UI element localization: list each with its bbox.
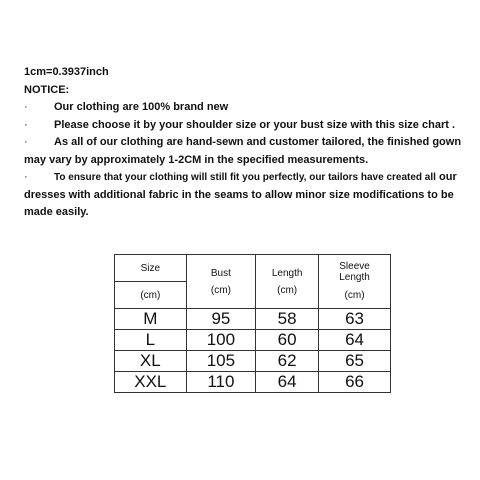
sleeve-header-unit: (cm): [344, 290, 365, 301]
length-header-label: Length: [271, 267, 303, 279]
bust-header-label: Bust: [210, 267, 231, 279]
sleeve-cell: 66: [319, 372, 391, 393]
size-cell: M: [115, 309, 187, 330]
size-chart-table: [114, 254, 391, 393]
bust-cell: 110: [186, 372, 256, 393]
notice-item: [24, 99, 464, 117]
notice-section: [24, 64, 464, 222]
notice-title: NOTICE:: [24, 83, 70, 96]
unit-conversion: 1cm=0.3937inch: [24, 66, 109, 78]
sleeve-header-label: Sleeve Length: [339, 261, 370, 283]
sleeve-cell: 65: [319, 351, 391, 372]
table-row: [115, 351, 391, 372]
notice-text-small: To ensure that your clothing will still fit you perfectly, our tailors have created all: [54, 172, 436, 183]
notice-text: Our clothing are 100% brand new: [54, 101, 229, 113]
length-header: [256, 255, 319, 309]
table-header-row: [115, 255, 391, 282]
bullet-icon: ·: [24, 118, 28, 131]
bust-cell: 105: [186, 351, 256, 372]
notice-text: Please choose it by your shoulder size or your bust size with this size chart .: [54, 118, 455, 131]
table-row: [115, 309, 391, 330]
bust-header-unit: (cm): [210, 284, 231, 296]
length-cell: 64: [256, 372, 319, 393]
table-row: [115, 330, 391, 351]
size-cell: XL: [115, 351, 187, 372]
bust-header: [186, 255, 256, 309]
size-cell: XXL: [115, 372, 187, 393]
length-cell: 60: [256, 330, 319, 351]
sleeve-cell: 64: [319, 330, 391, 351]
size-header: Size: [115, 255, 187, 282]
bust-cell: 95: [186, 309, 256, 330]
table-row: [115, 372, 391, 393]
bullet-icon: ·: [24, 136, 28, 148]
bust-cell: 100: [186, 330, 256, 351]
notice-item: [24, 169, 464, 222]
notice-text: As all of our clothing are hand-sewn and customer tailored, the finished gown may vary by approximately 1-2CM in the specified measurements.: [24, 136, 462, 166]
notice-text: our dresses with additional fabric in the seams to allow minor size modifications to be made easily.: [24, 171, 457, 218]
sleeve-header: [319, 255, 391, 309]
bullet-icon: ·: [24, 101, 28, 113]
size-cell: L: [115, 330, 187, 351]
sleeve-cell: 63: [319, 309, 391, 330]
length-cell: 62: [256, 351, 319, 372]
notice-item: [24, 117, 464, 135]
length-cell: 58: [256, 309, 319, 330]
notice-item: [24, 134, 464, 169]
size-header-unit: (cm): [115, 282, 187, 309]
bullet-icon: ·: [24, 171, 28, 183]
length-header-unit: (cm): [277, 284, 298, 296]
